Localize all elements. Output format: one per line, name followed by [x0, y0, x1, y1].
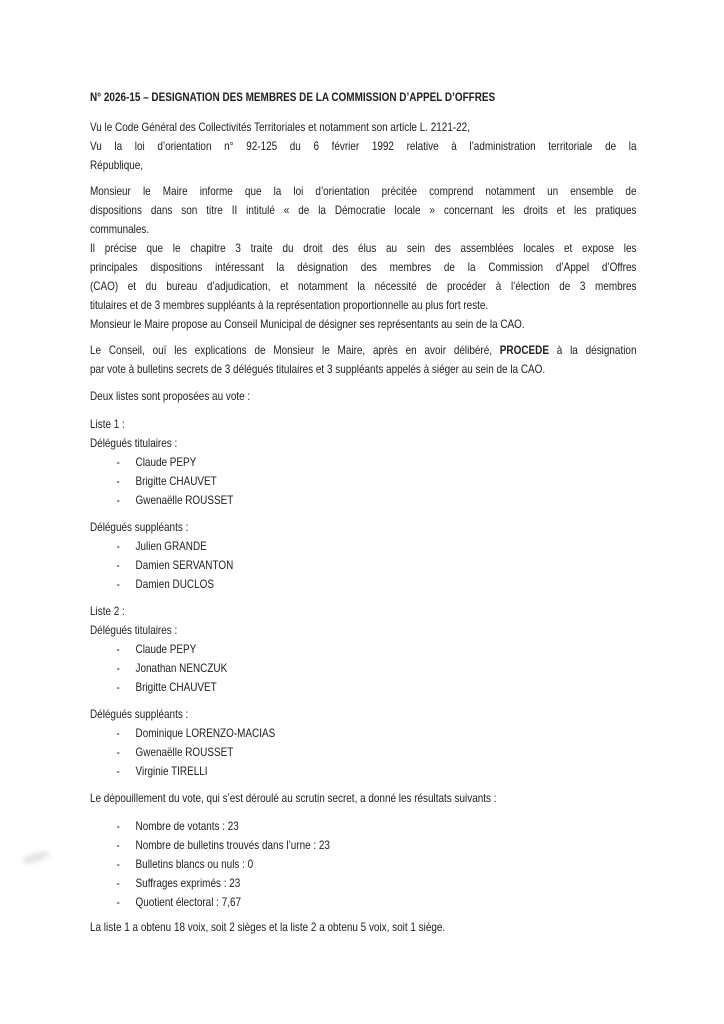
- titulaires-label: Délégués titulaires :: [90, 623, 178, 637]
- result-item: [90, 855, 636, 874]
- bullet-dash: -: [116, 642, 120, 656]
- bullet-dash: -: [116, 558, 120, 572]
- liste2-heading: Liste 2 :: [90, 604, 125, 618]
- bullet-dash: -: [116, 539, 120, 553]
- bullet-dash: -: [116, 474, 120, 488]
- member-name: Gwenaëlle ROUSSET: [135, 745, 234, 759]
- resultats-block: [90, 817, 636, 912]
- document-title: N° 2026-15 – DESIGNATION DES MEMBRES DE LA COMMISSION D’APPEL D’OFFRES: [90, 90, 496, 104]
- member-name: Jonathan NENCZUK: [135, 661, 228, 675]
- list-member: [90, 453, 636, 472]
- bullet-dash: -: [116, 493, 120, 507]
- maire-informe-paragraph: [90, 182, 636, 334]
- liste2-suppleants-block: [90, 705, 636, 781]
- conseil-procede-paragraph: [90, 341, 636, 379]
- list-member: [90, 575, 636, 594]
- member-name: Damien SERVANTON: [135, 558, 234, 572]
- suppleants-label: Délégués suppléants :: [90, 520, 189, 534]
- result-item: [90, 893, 636, 912]
- paragraph-line: Monsieur le Maire propose au Conseil Municipal de désigner ses représentants au sein de la CAO.: [90, 317, 525, 331]
- liste1-suppleants-block: [90, 518, 636, 594]
- member-name: Virginie TIRELLI: [135, 764, 208, 778]
- member-name: Damien DUCLOS: [135, 577, 214, 591]
- paragraph-line: communales.: [90, 222, 150, 236]
- depouillement-line: Le dépouillement du vote, qui s’est déroulé au scrutin secret, a donné les résultats suivants :: [90, 791, 497, 805]
- paragraph-line: Il précise que le chapitre 3 traite du droit des élus au sein des assemblées locales et expose les: [90, 241, 637, 255]
- vu-line: Vu la loi d’orientation n° 92-125 du 6 février 1992 relative à l’administration territoriale de la: [90, 139, 637, 153]
- paragraph-line: dispositions dans son titre II intitulé « de la Démocratie locale » concernant les droits et les pratiques: [90, 203, 637, 217]
- deux-listes-line: Deux listes sont proposées au vote :: [90, 389, 251, 403]
- paragraph-line: principales dispositions intéressant la désignation des membres de la Commission d’Appel d’Offres: [90, 260, 637, 274]
- vu-block: [90, 118, 636, 175]
- paragraph-line: titulaires et de 3 membres suppléants à la représentation proportionnelle au plus fort reste.: [90, 298, 489, 312]
- list-member: [90, 640, 636, 659]
- list-member: [90, 472, 636, 491]
- member-name: Claude PEPY: [135, 455, 197, 469]
- bullet-dash: -: [116, 745, 120, 759]
- paragraph-line: (CAO) et du bureau d’adjudication, et notamment la nécessité de procéder à l’élection de 3 membres: [90, 279, 637, 293]
- list-member: [90, 724, 636, 743]
- paragraph-line: [90, 341, 636, 360]
- liste1-titulaires-block: [90, 415, 636, 510]
- procede-bold-text: PROCEDE: [499, 343, 549, 357]
- result-text: Bulletins blancs ou nuls : 0: [135, 857, 254, 871]
- vu-line: Vu le Code Général des Collectivités Territoriales et notamment son article L. 2121-22,: [90, 120, 470, 134]
- result-item: [90, 817, 636, 836]
- member-name: Julien GRANDE: [135, 539, 207, 553]
- bullet-dash: -: [116, 680, 120, 694]
- conseil-text-after: à la désignation: [548, 343, 637, 357]
- bullet-dash: -: [116, 661, 120, 675]
- bullet-dash: -: [116, 455, 120, 469]
- list-member: [90, 491, 636, 510]
- member-name: Brigitte CHAUVET: [135, 680, 217, 694]
- result-item: [90, 836, 636, 855]
- bullet-dash: -: [116, 895, 120, 909]
- liste2-titulaires-block: [90, 602, 636, 697]
- result-text: Quotient électoral : 7,67: [135, 895, 242, 909]
- member-name: Dominique LORENZO-MACIAS: [135, 726, 276, 740]
- bullet-dash: -: [116, 819, 120, 833]
- list-member: [90, 659, 636, 678]
- result-text: Nombre de votants : 23: [135, 819, 239, 833]
- paragraph-line: Monsieur le Maire informe que la loi d’orientation précitée comprend notamment un ensemble de: [90, 184, 637, 198]
- member-name: Claude PEPY: [135, 642, 197, 656]
- list-member: [90, 743, 636, 762]
- vu-line: République,: [90, 158, 144, 172]
- liste1-heading: Liste 1 :: [90, 417, 125, 431]
- list-member: [90, 556, 636, 575]
- document-body: [90, 88, 636, 937]
- list-member: [90, 678, 636, 697]
- bullet-dash: -: [116, 876, 120, 890]
- bullet-dash: -: [116, 838, 120, 852]
- conclusion-line: La liste 1 a obtenu 18 voix, soit 2 sièges et la liste 2 a obtenu 5 voix, soit 1 siège.: [90, 920, 446, 934]
- bullet-dash: -: [116, 577, 120, 591]
- paragraph-line: par vote à bulletins secrets de 3 délégués titulaires et 3 suppléants appelés à siéger au sein de la CAO.: [90, 362, 546, 376]
- member-name: Gwenaëlle ROUSSET: [135, 493, 234, 507]
- list-member: [90, 762, 636, 781]
- bullet-dash: -: [116, 857, 120, 871]
- bullet-dash: -: [116, 764, 120, 778]
- result-item: [90, 874, 636, 893]
- member-name: Brigitte CHAUVET: [135, 474, 217, 488]
- scan-smudge: [21, 849, 50, 866]
- result-text: Suffrages exprimés : 23: [135, 876, 241, 890]
- list-member: [90, 537, 636, 556]
- suppleants-label: Délégués suppléants :: [90, 707, 189, 721]
- bullet-dash: -: [116, 726, 120, 740]
- titulaires-label: Délégués titulaires :: [90, 436, 178, 450]
- result-text: Nombre de bulletins trouvés dans l’urne : 23: [135, 838, 330, 852]
- conseil-text-before: Le Conseil, ouï les explications de Monsieur le Maire, après en avoir délibéré,: [90, 343, 500, 357]
